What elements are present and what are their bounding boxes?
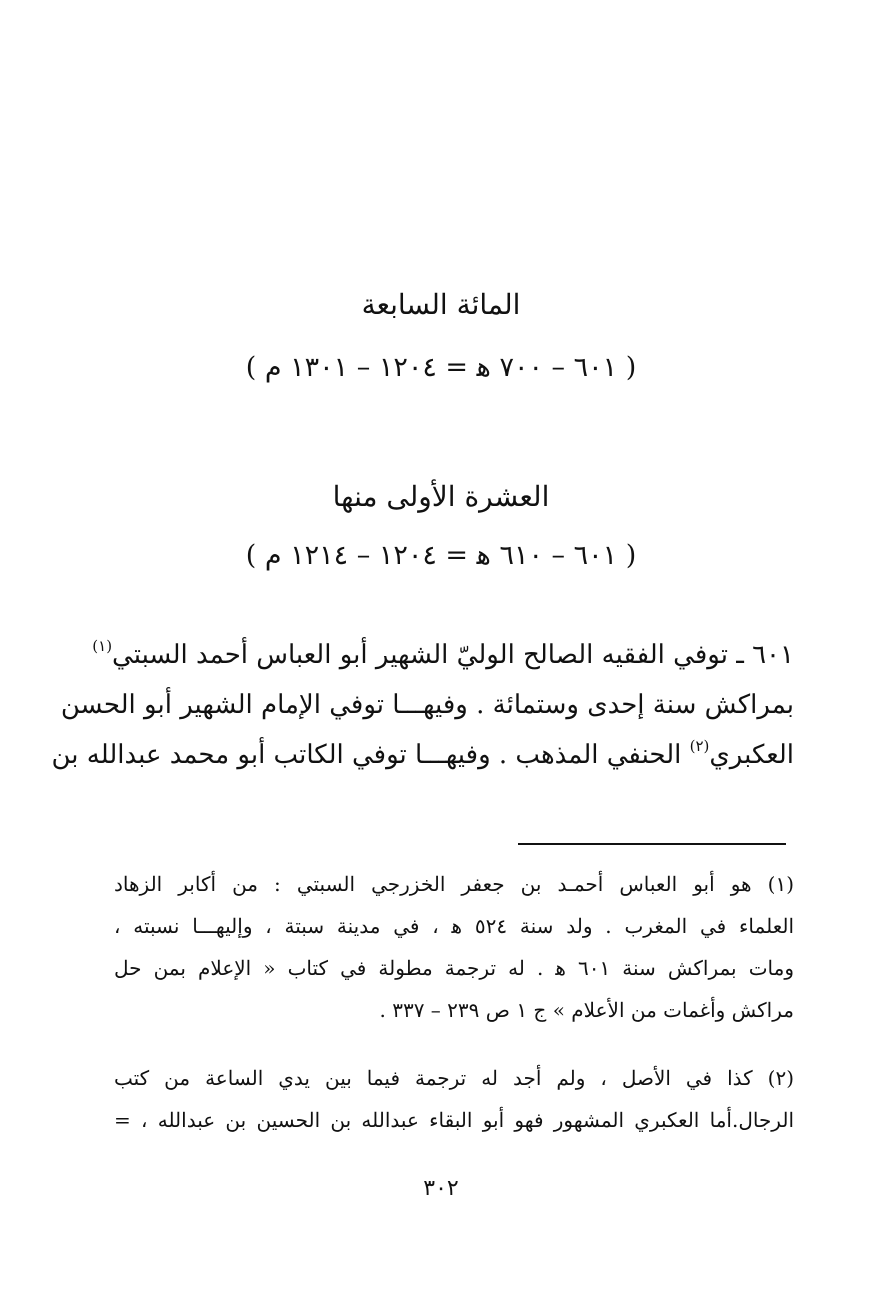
entry-line-3-name: العكبري (709, 740, 794, 770)
entry-line-3-text: الحنفي المذهب . وفيهـــا توفي الكاتب أبو محمد عبدالله بن (51, 740, 690, 770)
footnote-divider (518, 843, 786, 845)
entry-line-2: بمراكش سنة إحدى وستمائة . وفيهـــا توفي الإمام الشهير أبو الحسن (60, 690, 794, 720)
footnote-ref-1: (١) (92, 637, 113, 655)
decade-date-range: ( ٦٠١ – ٦١٠ ﻫ = ١٢٠٤ – ١٢١٤ م ) (245, 540, 637, 571)
section-title: المائة السابعة (361, 288, 521, 321)
footnote-2-line-2: الرجال.أما العكبري المشهور فهو أبو البقاء عبدالله بن الحسين بن عبدالله ، = (114, 1108, 794, 1132)
page-number: ٣٠٢ (423, 1176, 459, 1201)
entry-line-3 (51, 737, 794, 770)
footnote-1-line-4: مراكش وأغمات من الأعلام » ج ١ ص ٢٣٩ – ٣٣٧ . (379, 998, 794, 1022)
footnote-1-line-2: العلماء في المغرب . ولد سنة ٥٢٤ ﻫ ، في مدينة سبتة ، وإليهـــا نسبته ، (114, 914, 794, 938)
section-date-range: ( ٦٠١ – ٧٠٠ ﻫ = ١٢٠٤ – ١٣٠١ م ) (245, 352, 637, 383)
footnote-2-line-1: (٢) كذا في الأصل ، ولم أجد له ترجمة فيما بين يدي الساعة من كتب (114, 1066, 794, 1090)
entry-line-1-text: ٦٠١ ـ توفي الفقيه الصالح الوليّ الشهير أبو العباس أحمد السبتي (112, 640, 794, 670)
footnote-1-line-3: ومات بمراكش سنة ٦٠١ ﻫ . له ترجمة مطولة في كتاب « الإعلام بمن حل (114, 956, 794, 980)
footnote-1-line-1: (١) هو أبو العباس أحمـد بن جعفر الخزرجي السبتي : من أكابر الزهاد (114, 872, 794, 896)
footnote-ref-2: (٢) (689, 737, 710, 755)
entry-line-1 (92, 637, 794, 670)
decade-title: العشرة الأولى منها (332, 480, 550, 513)
